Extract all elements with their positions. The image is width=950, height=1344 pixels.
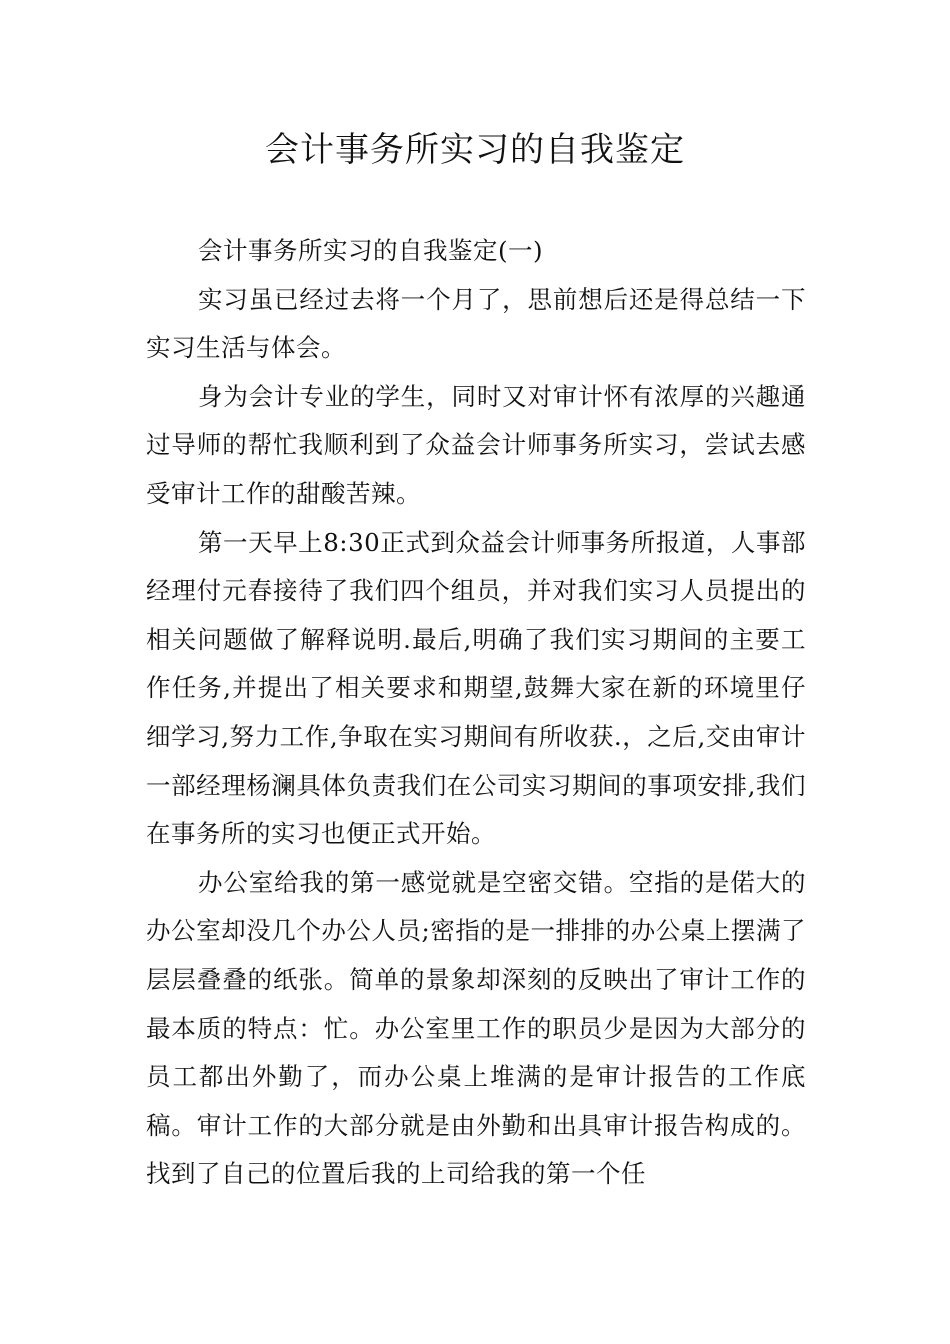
document-body xyxy=(146,227,806,1199)
paragraph-subtitle: 会计事务所实习的自我鉴定(一) xyxy=(198,236,544,265)
paragraph: 身为会计专业的学生，同时又对审计怀有浓厚的兴趣通过导师的帮忙我顺利到了众益会计师事务所实习，尝试去感受审计工作的甜酸苦辣。 xyxy=(146,381,806,508)
paragraph: 办公室给我的第一感觉就是空密交错。空指的是偌大的办公室却没几个办公人员;密指的是一排排的办公桌上摆满了层层叠叠的纸张。简单的景象却深刻的反映出了审计工作的最本质的特点：忙。办公室里工作的职员少是因为大部分的员工都出外勤了，而办公桌上堆满的是审计报告的工作底稿。审计工作的大部分就是由外勤和出具审计报告构成的。找到了自己的位置后我的上司给我的第一个任 xyxy=(146,867,806,1189)
paragraph: 实习虽已经过去将一个月了，思前想后还是得总结一下实习生活与体会。 xyxy=(146,284,806,363)
paragraph: 第一天早上8:30正式到众益会计师事务所报道，人事部经理付元春接待了我们四个组员，并对我们实习人员提出的相关问题做了解释说明.最后,明确了我们实习期间的主要工作任务,并提出了相关要求和期望,鼓舞大家在新的环境里仔细学习,努力工作,争取在实习期间有所收获.，之后,交由审计一部经理杨澜具体负责我们在公司实习期间的事项安排,我们在事务所的实习也便正式开始。 xyxy=(146,527,806,849)
document-title: 会计事务所实习的自我鉴定 xyxy=(265,130,685,170)
